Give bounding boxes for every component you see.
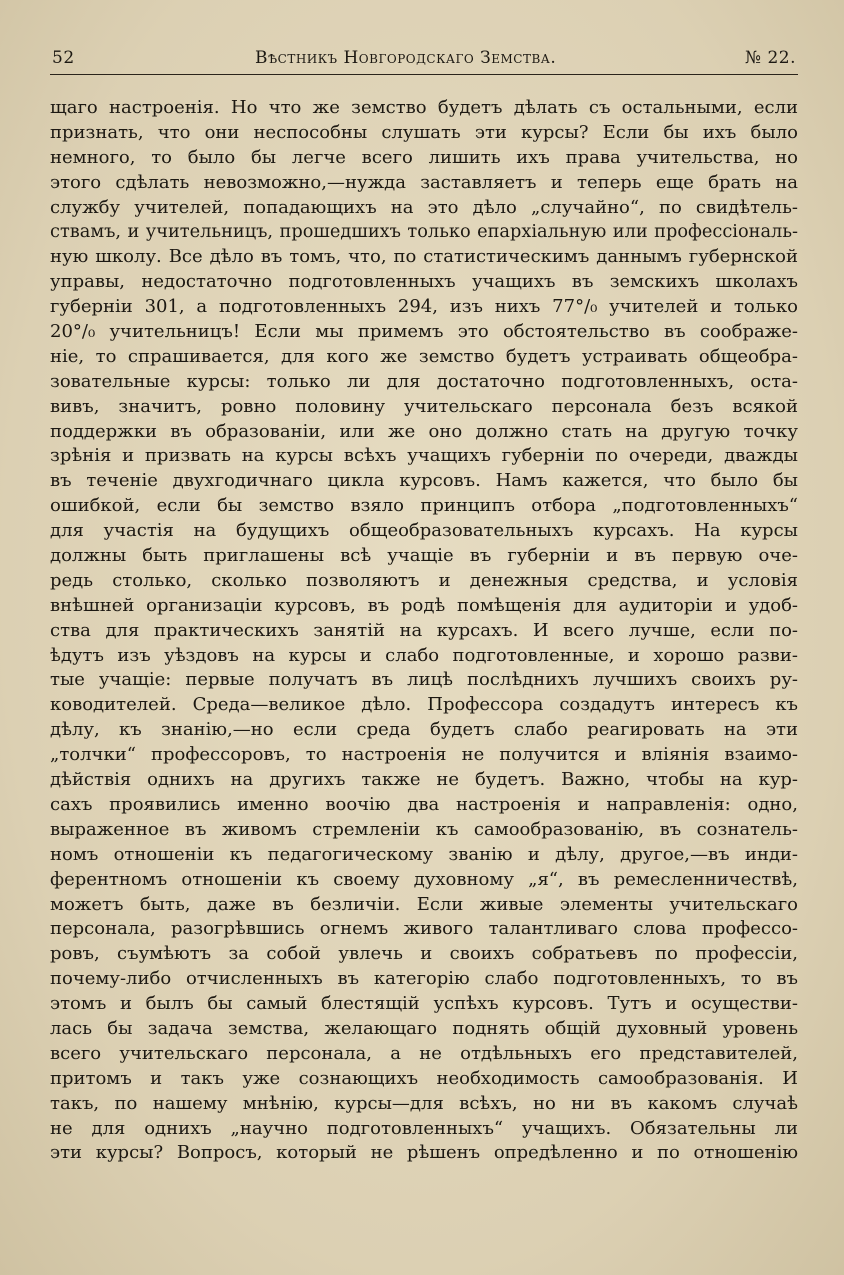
text-line: признать, что они неспособны слушать эти курсы? Если бы ихъ было xyxy=(50,121,798,143)
text-line: тые учащіе: первые получатъ въ лицѣ послѣднихъ лучшихъ своихъ ру- xyxy=(50,669,798,691)
text-line: ровъ, съумѣютъ за собой увлечь и своихъ собратьевъ по профессіи, xyxy=(50,943,798,965)
text-line: ѣдутъ изъ уѣздовъ на курсы и слабо подготовленные, и хорошо разви- xyxy=(50,644,798,666)
text-line: поддержки въ образованіи, или же оно должно стать на другую точку xyxy=(50,420,798,442)
text-line: персонала, разогрѣвшись огнемъ живого талантливаго слова профессо- xyxy=(50,918,798,940)
text-line: дѣлу, къ знанію,—но если среда будетъ слабо реагировать на эти xyxy=(50,719,798,741)
text-line: ководителей. Среда—великое дѣло. Профессора создадутъ интересъ къ xyxy=(50,694,798,716)
running-header xyxy=(50,46,798,75)
text-line: всего учительскаго персонала, а не отдѣльныхъ его представителей, xyxy=(50,1042,798,1064)
text-line: ную школу. Все дѣло въ томъ, что, по статистическимъ даннымъ губернской xyxy=(50,246,798,268)
text-line: не для однихъ „научно подготовленныхъ“ учащихъ. Обязательны ли xyxy=(50,1117,798,1139)
text-line: зовательные курсы: только ли для достаточно подготовленныхъ, оста- xyxy=(50,370,798,392)
text-line: сахъ проявились именно воочію два настроенія и направленія: одно, xyxy=(50,793,798,815)
text-line: этого сдѣлать невозможно,—нужда заставляетъ и теперь еще брать на xyxy=(50,171,798,193)
text-line: губерніи 301, а подготовленныхъ 294, изъ нихъ 77°/₀ учителей и только xyxy=(50,296,798,318)
journal-title: Вѣстникъ Новгородскаго Земства. xyxy=(255,48,557,68)
page-number: 52 xyxy=(52,48,75,68)
text-line: номъ отношеніи къ педагогическому званію и дѣлу, другое,—въ инди- xyxy=(50,843,798,865)
text-line: „толчки“ профессоровъ, то настроенія не получится и вліянія взаимо- xyxy=(50,744,798,766)
text-line: лась бы задача земства, желающаго поднять общій духовный уровень xyxy=(50,1017,798,1039)
text-line: можетъ быть, даже въ безличіи. Если живые элементы учительскаго xyxy=(50,893,798,915)
text-line: этомъ и былъ бы самый блестящій успѣхъ курсовъ. Тутъ и осуществи- xyxy=(50,993,798,1015)
text-line: редь столько, сколько позволяютъ и денежныя средства, и условія xyxy=(50,569,798,591)
text-line: управы, недостаточно подготовленныхъ учащихъ въ земскихъ школахъ xyxy=(50,271,798,293)
text-line: дѣйствія однихъ на другихъ также не будетъ. Важно, чтобы на кур- xyxy=(50,769,798,791)
text-line: вивъ, значитъ, ровно половину учительскаго персонала безъ всякой xyxy=(50,395,798,417)
text-line: немного, то было бы легче всего лишить ихъ права учительства, но xyxy=(50,146,798,168)
issue-number: № 22. xyxy=(744,48,796,68)
text-line: 20°/₀ учительницъ! Если мы примемъ это обстоятельство въ соображе- xyxy=(50,321,798,343)
text-line: ошибкой, если бы земство взяло принципъ отбора „подготовленныхъ“ xyxy=(50,495,798,517)
text-line: щаго настроенія. Но что же земство будетъ дѣлать съ остальными, если xyxy=(50,97,798,118)
body-text xyxy=(50,96,798,1166)
text-line: ствамъ, и учительницъ, прошедшихъ только епархіальную или профессіональ- xyxy=(50,222,798,243)
text-line: притомъ и такъ уже сознающихъ необходимость самообразованія. И xyxy=(50,1067,798,1089)
text-line: ферентномъ отношеніи къ своему духовному „я“, въ ремесленничествѣ, xyxy=(50,868,798,890)
text-line: такъ, по нашему мнѣнію, курсы—для всѣхъ, но ни въ какомъ случаѣ xyxy=(50,1092,798,1114)
text-line: эти курсы? Вопросъ, который не рѣшенъ опредѣленно и по отношенію xyxy=(50,1142,798,1164)
text-line: внѣшней организаціи курсовъ, въ родѣ помѣщенія для аудиторіи и удоб- xyxy=(50,594,798,616)
text-line: для участія на будущихъ общеобразовательныхъ курсахъ. На курсы xyxy=(50,520,798,542)
text-line: почему-либо отчисленныхъ въ категорію слабо подготовленныхъ, то въ xyxy=(50,968,798,990)
text-line: ства для практическихъ занятій на курсахъ. И всего лучше, если по- xyxy=(50,619,798,641)
text-line: службу учителей, попадающихъ на это дѣло „случайно“, по свидѣтель- xyxy=(50,196,798,218)
text-line: ніе, то спрашивается, для кого же земство будетъ устраивать общеобра- xyxy=(50,345,798,367)
text-line: зрѣнія и призвать на курсы всѣхъ учащихъ губерніи по очереди, дважды xyxy=(50,445,798,467)
text-line: должны быть приглашены всѣ учащіе въ губерніи и въ первую оче- xyxy=(50,545,798,567)
text-line: въ теченіе двухгодичнаго цикла курсовъ. Намъ кажется, что было бы xyxy=(50,470,798,492)
text-line: выраженное въ живомъ стремленіи къ самообразованію, въ сознатель- xyxy=(50,818,798,840)
